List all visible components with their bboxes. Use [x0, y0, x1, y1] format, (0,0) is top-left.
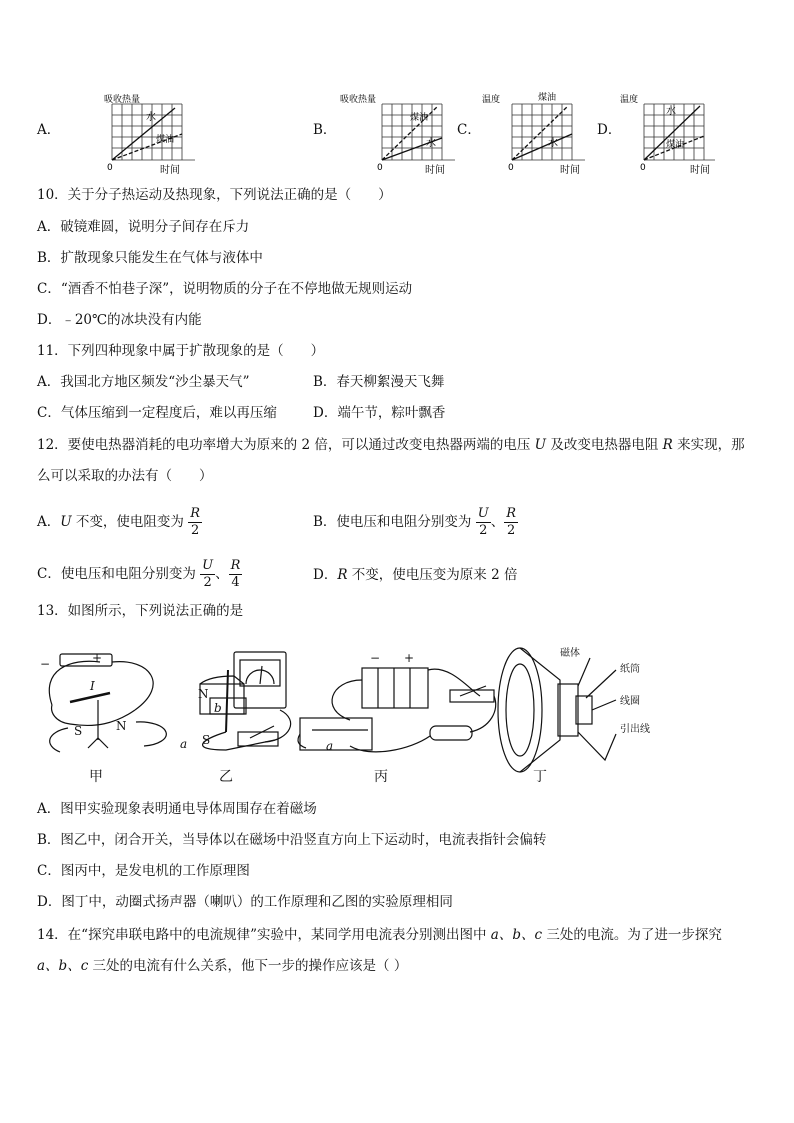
- svg-text:+: +: [404, 651, 415, 665]
- q9-options: [0, 90, 794, 180]
- q13-stem: 13．如图所示，下列说法正确的是: [37, 603, 244, 619]
- q9-graph-a: [60, 90, 210, 184]
- q13-option-d: D．图丁中，动圈式扬声器（喇叭）的工作原理和乙图的实验原理相同: [37, 894, 453, 910]
- q11-option-b: B．春天柳絮漫天飞舞: [313, 374, 445, 390]
- svg-text:水: 水: [146, 112, 156, 123]
- svg-text:水: 水: [666, 106, 676, 117]
- svg-text:煤油: 煤油: [156, 135, 175, 145]
- q9-graph-d: [620, 90, 720, 184]
- q12-option-c: C．使电压和电阻分别变为 $\frac{U}{2}$ 、 $\frac{R}{4}$: [37, 558, 241, 590]
- q10-option-b: B．扩散现象只能发生在气体与液体中: [37, 250, 263, 266]
- svg-text:I: I: [90, 679, 95, 693]
- svg-text:S: S: [74, 724, 83, 738]
- svg-text:煤油: 煤油: [538, 93, 557, 103]
- svg-text:水: 水: [426, 138, 436, 149]
- svg-text:−: −: [40, 657, 51, 671]
- svg-text:0: 0: [640, 163, 646, 173]
- svg-text:−: −: [370, 651, 381, 665]
- q9-option-b-letter: B．: [313, 122, 337, 138]
- svg-text:吸收热量: 吸收热量: [340, 95, 377, 105]
- q9-option-d-letter: D．: [597, 122, 622, 138]
- svg-text:+: +: [92, 651, 103, 665]
- svg-text:温度: 温度: [482, 95, 501, 105]
- figure-label-ding: 丁: [533, 769, 547, 785]
- svg-text:0: 0: [377, 163, 383, 173]
- fraction-r-over-2: $\frac{R}{2}$: [506, 506, 516, 538]
- q9-graph-c: [480, 90, 590, 184]
- q9-option-c-letter: C．: [457, 122, 481, 138]
- figure-label-yi: 乙: [219, 769, 233, 785]
- svg-text:时间: 时间: [690, 165, 710, 176]
- fraction-u-over-2: $\frac{U}{2}$: [202, 558, 214, 590]
- q10-option-c: C．“酒香不怕巷子深”，说明物质的分子在不停地做无规则运动: [37, 281, 413, 297]
- svg-text:b: b: [214, 701, 222, 715]
- svg-text:纸筒: 纸筒: [620, 664, 640, 675]
- q11-stem: 11．下列四种现象中属于扩散现象的是（ ）: [37, 343, 325, 359]
- svg-text:磁体: 磁体: [560, 648, 580, 659]
- svg-text:N: N: [198, 687, 209, 701]
- svg-text:时间: 时间: [425, 165, 445, 176]
- q12-option-b: B．使电压和电阻分别变为 $\frac{U}{2}$ 、 $\frac{R}{2}$: [313, 506, 516, 538]
- fraction-r-over-2: $\frac{R}{2}$: [190, 506, 201, 538]
- q10-option-d: D．﹣20℃的冰块没有内能: [37, 312, 202, 328]
- figure-label-bing: 丙: [374, 769, 388, 785]
- svg-text:引出线: 引出线: [620, 724, 650, 735]
- q13-option-a: A．图甲实验现象表明通电导体周围存在着磁场: [37, 801, 317, 817]
- svg-text:煤油: 煤油: [666, 140, 685, 150]
- q9-graph-b: [330, 90, 460, 184]
- svg-text:时间: 时间: [160, 165, 180, 176]
- svg-text:0: 0: [508, 163, 514, 173]
- svg-text:煤油: 煤油: [410, 113, 429, 123]
- q12-option-d: D．R 不变，使电压变为原来 2 倍: [313, 567, 518, 583]
- q13-figures: [30, 640, 650, 785]
- q10-stem: 10．关于分子热运动及热现象，下列说法正确的是（ ）: [37, 187, 392, 203]
- q9-option-a-letter: A．: [37, 122, 61, 138]
- q10-option-a: A．破镜难圆，说明分子间存在斥力: [37, 219, 250, 235]
- svg-text:S: S: [202, 733, 211, 747]
- svg-text:0: 0: [107, 163, 113, 173]
- q14-line2: a、b、c 三处的电流有什么关系，他下一步的操作应该是（ ）: [37, 958, 408, 974]
- figure-jia: [49, 654, 166, 752]
- q11-option-a: A．我国北方地区频发“沙尘暴天气”: [37, 374, 250, 390]
- svg-text:温度: 温度: [620, 95, 639, 105]
- svg-text:a: a: [326, 739, 334, 753]
- svg-text:时间: 时间: [560, 165, 580, 176]
- q13-option-b: B．图乙中，闭合开关，当导体以在磁场中沿竖直方向上下运动时，电流表指针会偏转: [37, 832, 547, 848]
- svg-text:线圈: 线圈: [620, 696, 640, 707]
- svg-text:N: N: [116, 719, 127, 733]
- q11-option-c: C．气体压缩到一定程度后，难以再压缩: [37, 405, 277, 421]
- svg-text:水: 水: [548, 138, 558, 149]
- q11-option-d: D．端午节，粽叶飘香: [313, 405, 446, 421]
- q14-line1: 14．在“探究串联电路中的电流规律”实验中，某同学用电流表分别测出图中 a、b、c 三处的电流。为了进一步探究: [37, 927, 722, 943]
- q12-stem-line1: 12．要使电热器消耗的电功率增大为原来的 2 倍，可以通过改变电热器两端的电压 U 及改变电热器电阻 R 来实现，那: [37, 437, 745, 453]
- fraction-u-over-2: $\frac{U}{2}$: [477, 506, 489, 538]
- q9-a-ylabel: 吸收热量: [104, 95, 141, 105]
- q12-option-a: A．U 不变，使电阻变为 $\frac{R}{2}$: [37, 506, 201, 538]
- q12-stem-line2: 么可以采取的办法有（ ）: [37, 468, 213, 484]
- figure-label-jia: 甲: [89, 769, 103, 785]
- q13-option-c: C．图丙中，是发电机的工作原理图: [37, 863, 250, 879]
- svg-text:a: a: [180, 737, 188, 751]
- figure-ding: [498, 648, 616, 772]
- fraction-r-over-4: $\frac{R}{4}$: [230, 558, 241, 590]
